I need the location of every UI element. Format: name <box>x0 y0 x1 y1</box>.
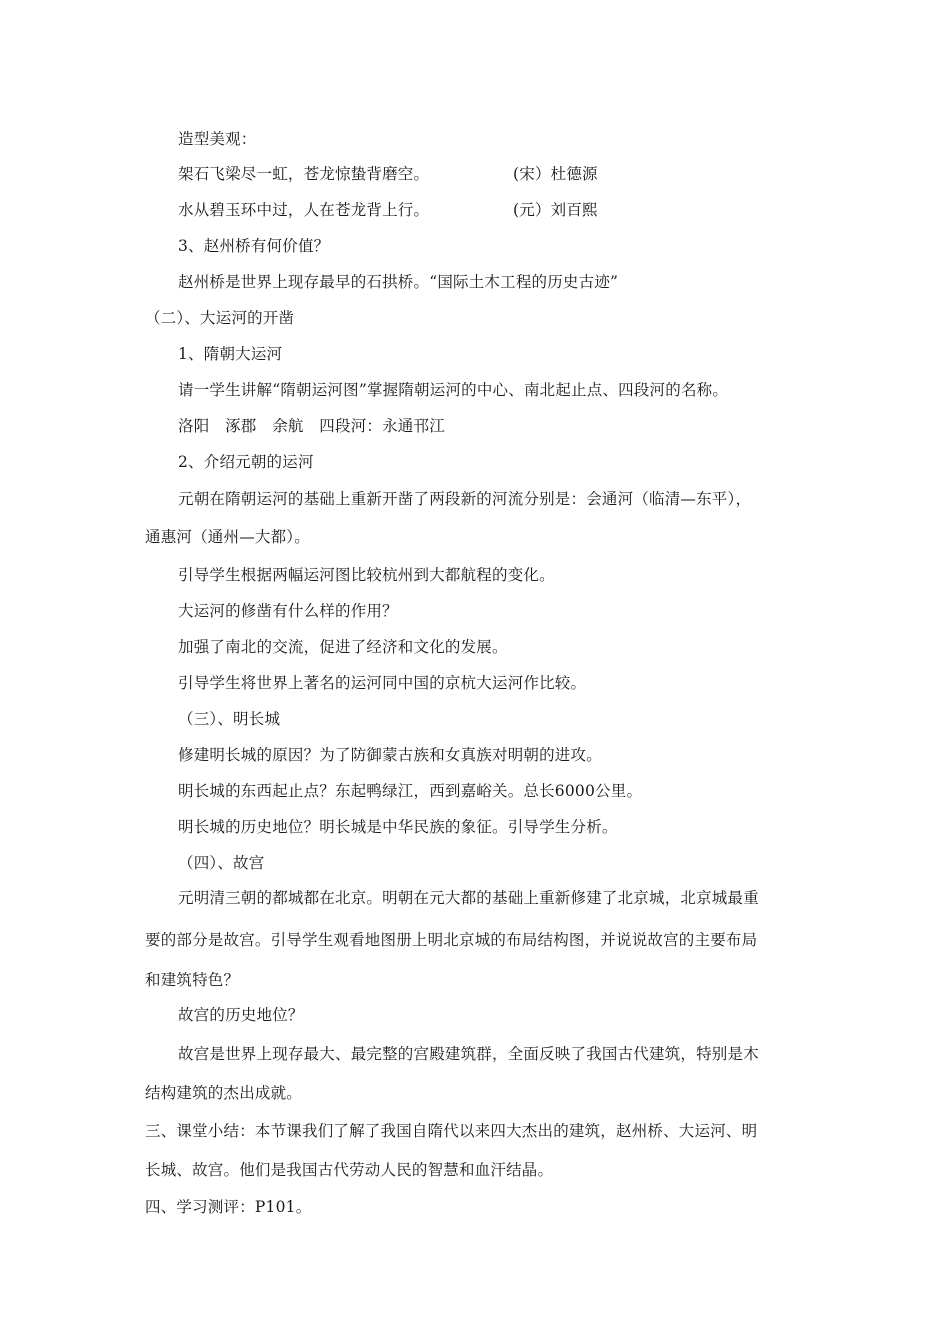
text-line: 长城、故宫。他们是我国古代劳动人民的智慧和血汗结晶。 <box>145 1161 554 1179</box>
poem-verse: 水从碧玉环中过，人在苍龙背上行。 <box>178 201 430 219</box>
sub-heading: 2、介绍元朝的运河 <box>178 453 314 471</box>
text-line: 引导学生根据两幅运河图比较杭州到大都航程的变化。 <box>178 566 555 584</box>
text-line: 元明清三朝的都城都在北京。明朝在元大都的基础上重新修建了北京城，北京城最重 <box>178 889 759 907</box>
text-line: 元朝在隋朝运河的基础上重新开凿了两段新的河流分别是：会通河（临清—东平）， <box>178 490 752 508</box>
text-line: 加强了南北的交流，促进了经济和文化的发展。 <box>178 638 508 656</box>
text-line: 大运河的修凿有什么样的作用？ <box>178 602 398 620</box>
text-line: 赵州桥是世界上现存最早的石拱桥。“国际土木工程的历史古迹” <box>178 273 619 291</box>
text-line: 故宫的历史地位？ <box>178 1006 304 1024</box>
text-line: 请一学生讲解“隋朝运河图”掌握隋朝运河的中心、南北起止点、四段河的名称。 <box>178 381 729 399</box>
text-line: 明长城的历史地位？明长城是中华民族的象征。引导学生分析。 <box>178 818 618 836</box>
text-line: 要的部分是故宫。引导学生观看地图册上明北京城的布局结构图，并说说故宫的主要布局 <box>145 931 758 949</box>
poem-line <box>178 199 429 221</box>
poem-line <box>178 163 429 185</box>
text-line: 洛阳 涿郡 余航 四段河：永通邗江 <box>178 417 445 435</box>
question-heading: 3、赵州桥有何价值？ <box>178 237 330 255</box>
section-heading: （二）、大运河的开凿 <box>145 309 295 327</box>
poem-verse: 架石飞梁尽一虹，苍龙惊蛰背磨空。 <box>178 165 430 183</box>
section-heading: 四、学习测评：P101。 <box>145 1198 312 1216</box>
poem-author: (元）刘百熙 <box>513 201 598 219</box>
text-line: 通惠河（通州—大都）。 <box>145 528 310 546</box>
poem-author: (宋）杜德源 <box>513 165 598 183</box>
text-line: 引导学生将世界上著名的运河同中国的京杭大运河作比较。 <box>178 674 587 692</box>
section-heading: （四）、故宫 <box>178 854 265 872</box>
section-heading: （三）、明长城 <box>178 710 281 728</box>
text-line: 修建明长城的原因？为了防御蒙古族和女真族对明朝的进攻。 <box>178 746 602 764</box>
sub-heading: 1、隋朝大运河 <box>178 345 283 363</box>
section-heading: 三、课堂小结：本节课我们了解了我国自隋代以来四大杰出的建筑，赵州桥、大运河、明 <box>145 1122 758 1140</box>
text-line: 明长城的东西起止点？东起鸭绿江，西到嘉峪关。总长6000公里。 <box>178 782 643 800</box>
text-line: 造型美观： <box>178 130 257 148</box>
text-line: 故宫是世界上现存最大、最完整的宫殿建筑群，全面反映了我国古代建筑，特别是木 <box>178 1045 759 1063</box>
text-line: 和建筑特色？ <box>145 971 240 989</box>
text-line: 结构建筑的杰出成就。 <box>145 1084 303 1102</box>
